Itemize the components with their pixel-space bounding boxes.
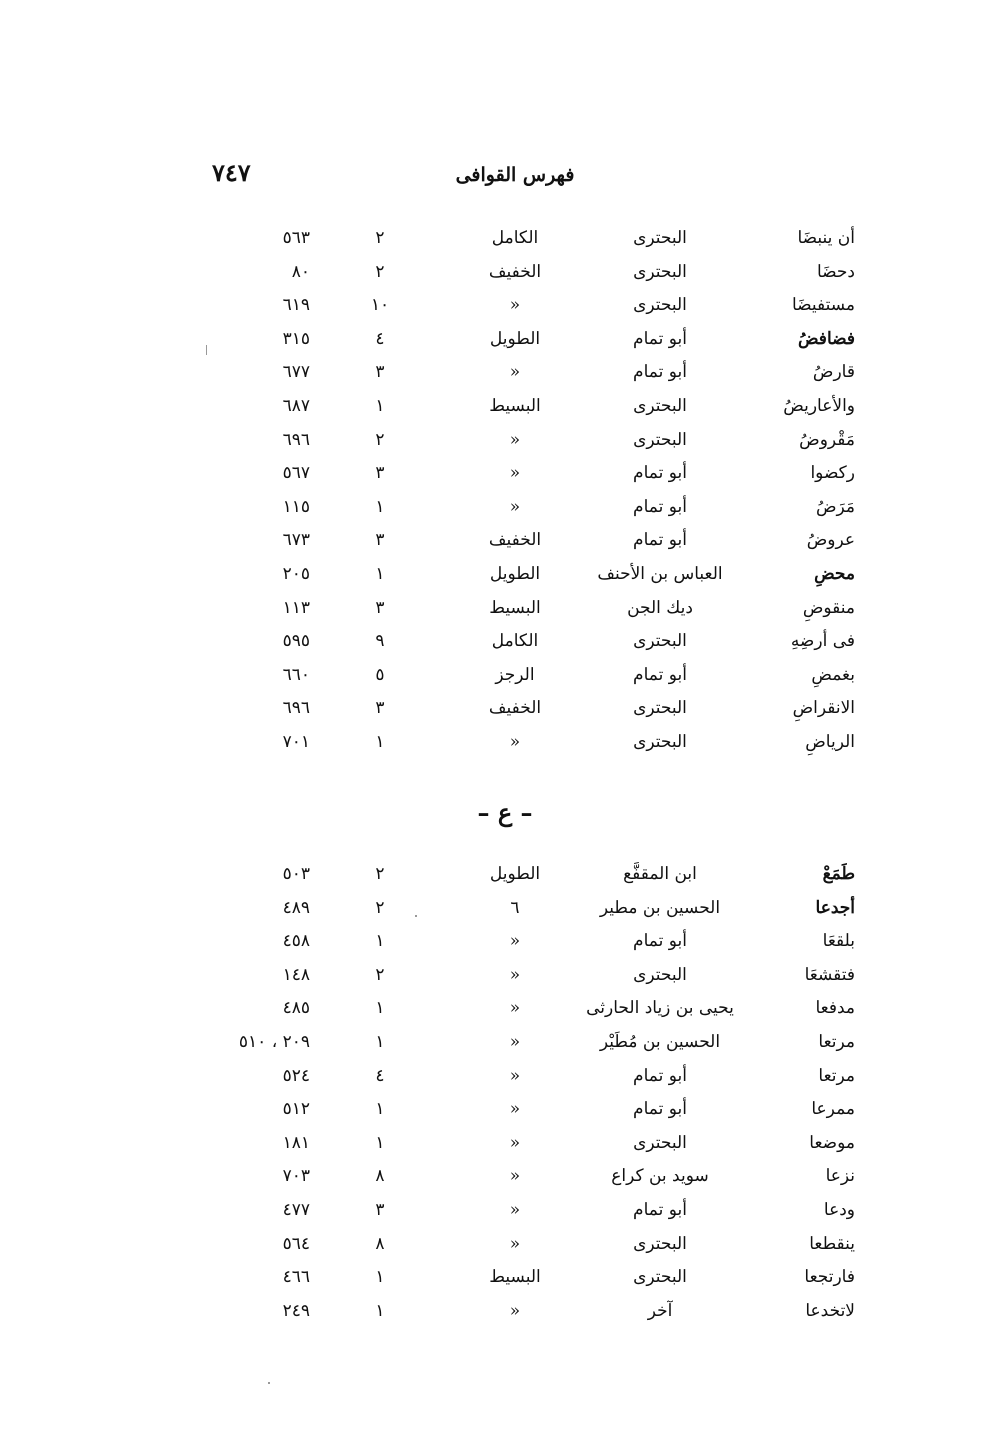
verse-count-cell: ٥ [375, 664, 385, 685]
rhyme-cell: دحضَا [816, 261, 855, 282]
verse-count-cell: ٣ [375, 698, 385, 719]
poet-cell: البحترى [633, 631, 687, 652]
meter-cell: » [509, 463, 521, 484]
page-ref-cell: ٥٦٧ [282, 463, 310, 484]
rhyme-cell: فارتجعا [804, 1267, 855, 1288]
poet-cell: البحترى [633, 396, 687, 416]
page-ref-cell: ٥٦٣ [282, 228, 310, 248]
page-ref-cell: ٦١٩ [282, 295, 310, 316]
rhyme-cell: محضِ [814, 564, 855, 584]
index-row [0, 458, 1005, 488]
page-ref-cell: ٦٧٣ [282, 530, 310, 551]
meter-cell: البسيط [489, 396, 541, 416]
page-ref-cell: ٦٧٧ [282, 362, 310, 383]
verse-count-cell: ٣ [375, 597, 385, 618]
verse-count-cell: ١ [375, 1099, 385, 1120]
page-ref-cell: ١٤٨ [282, 964, 310, 985]
meter-cell: الخفيف [488, 261, 542, 282]
index-row [0, 893, 1005, 923]
rhyme-cell: فتقشعَا [804, 964, 855, 985]
poet-cell: أبو تمام [633, 931, 687, 952]
page-ref-cell: ٣١٥ [282, 328, 310, 349]
verse-count-cell: ١ [375, 496, 385, 517]
page-ref-cell: ٢٠٩ ، ٥١٠ [238, 1032, 310, 1052]
verse-count-cell: ١٠ [370, 295, 390, 316]
poet-cell: أبو تمام [633, 530, 687, 551]
index-row [0, 1128, 1005, 1158]
page-ref-cell: ٢٠٥ [282, 564, 310, 584]
verse-count-cell: ٢ [375, 429, 385, 450]
rhyme-cell: والأعاريضُ [783, 396, 855, 416]
verse-count-cell: ٨ [375, 1166, 385, 1187]
poet-cell: أبو تمام [633, 463, 687, 484]
rhyme-cell: ممرعا [811, 1099, 855, 1120]
index-row [0, 1094, 1005, 1124]
meter-cell: » [509, 964, 521, 985]
page-ref-cell: ١١٥ [282, 496, 310, 517]
poet-cell: البحترى [633, 732, 687, 752]
poet-cell: البحترى [633, 261, 687, 282]
verse-count-cell: ١ [375, 1032, 385, 1052]
rhyme-cell: ركضوا [810, 463, 855, 484]
index-row [0, 324, 1005, 354]
page-ref-cell: ٤٥٨ [282, 931, 310, 952]
meter-cell: » [509, 362, 521, 383]
index-row [0, 626, 1005, 656]
meter-cell: » [509, 496, 521, 517]
index-row [0, 1296, 1005, 1326]
page-ref-cell: ٥٩٥ [282, 631, 310, 652]
index-row [0, 257, 1005, 287]
index-row [0, 1027, 1005, 1057]
meter-cell: » [509, 295, 521, 316]
meter-cell: » [509, 1099, 521, 1120]
meter-cell: » [509, 1166, 521, 1187]
verse-count-cell: ١ [375, 1132, 385, 1153]
index-row [0, 960, 1005, 990]
index-row [0, 1262, 1005, 1292]
poet-cell: الحسين بن مطير [599, 897, 721, 918]
page-ref-cell: ٦٩٦ [282, 429, 310, 450]
rhyme-cell: بغمضِ [811, 664, 855, 685]
verse-count-cell: ١ [375, 1267, 385, 1288]
verse-count-cell: ٨ [375, 1233, 385, 1254]
poet-cell: البحترى [633, 1267, 687, 1288]
rhyme-cell: عروضُ [806, 530, 855, 551]
verse-count-cell: ٢ [375, 864, 385, 884]
scan-mark [268, 1382, 270, 1384]
poet-cell: أبو تمام [633, 496, 687, 517]
page-ref-cell: ٥٢٤ [282, 1065, 310, 1086]
page-ref-cell: ٤٨٥ [282, 998, 310, 1019]
page-ref-cell: ٦٦٠ [282, 664, 310, 685]
page-ref-cell: ١٨١ [282, 1132, 310, 1153]
verse-count-cell: ٢ [375, 228, 385, 248]
page-ref-cell: ٥١٢ [282, 1099, 310, 1120]
poet-cell: البحترى [633, 228, 687, 248]
verse-count-cell: ٣ [375, 1200, 385, 1220]
index-row [0, 525, 1005, 555]
meter-cell: الكامل [491, 228, 539, 248]
index-row [0, 223, 1005, 253]
index-row [0, 727, 1005, 757]
meter-cell: ٦ [510, 897, 520, 918]
rhyme-cell: مستفيضَا [791, 295, 855, 316]
page-ref-cell: ١١٣ [282, 597, 310, 618]
rhyme-cell: مرتعا [818, 1032, 855, 1052]
page-ref-cell: ٧٠١ [282, 732, 310, 752]
verse-count-cell: ٣ [375, 362, 385, 383]
verse-count-cell: ١ [375, 396, 385, 416]
verse-count-cell: ٢ [375, 897, 385, 918]
rhyme-cell: مَرَضُ [815, 496, 855, 517]
index-row [0, 859, 1005, 889]
poet-cell: أبو تمام [633, 1200, 687, 1220]
rhyme-cell: مَقْروضُ [799, 429, 855, 450]
rhyme-cell: مدفعا [815, 998, 855, 1019]
poet-cell: أبو تمام [633, 362, 687, 383]
meter-cell: البسيط [489, 1267, 541, 1288]
verse-count-cell: ١ [375, 931, 385, 952]
meter-cell: » [509, 732, 521, 752]
index-row [0, 593, 1005, 623]
page-ref-cell: ٤٨٩ [282, 897, 310, 918]
index-row [0, 660, 1005, 690]
verse-count-cell: ١ [375, 998, 385, 1019]
poet-cell: أبو تمام [633, 1065, 687, 1086]
poet-cell: آخر [647, 1300, 673, 1321]
rhyme-cell: نزعا [825, 1166, 855, 1187]
scan-mark [206, 345, 207, 355]
page-ref-cell: ٧٠٣ [282, 1166, 310, 1187]
verse-count-cell: ٩ [375, 631, 385, 652]
rhyme-cell: بلقعَا [822, 931, 855, 952]
meter-cell: البسيط [489, 597, 541, 618]
page-ref-cell: ٦٨٧ [282, 396, 310, 416]
poet-cell: ابن المقفَّع [623, 864, 697, 884]
page-ref-cell: ٥٠٣ [282, 864, 310, 884]
meter-cell: » [509, 1032, 521, 1052]
verse-count-cell: ٢ [375, 261, 385, 282]
rhyme-cell: ينقطعا [809, 1233, 855, 1254]
poet-cell: البحترى [633, 1132, 687, 1153]
index-row [0, 492, 1005, 522]
index-row [0, 1061, 1005, 1091]
poet-cell: أبو تمام [633, 664, 687, 685]
meter-cell: » [509, 1132, 521, 1153]
meter-cell: » [509, 1233, 521, 1254]
page-ref-cell: ٦٩٦ [282, 698, 310, 719]
poet-cell: الحسين بن مُطَيْر [599, 1032, 721, 1052]
meter-cell: الطويل [489, 864, 541, 884]
rhyme-cell: لاتخدعا [805, 1300, 855, 1321]
index-row [0, 559, 1005, 589]
page-ref-cell: ٤٧٧ [282, 1200, 310, 1220]
index-row [0, 926, 1005, 956]
index-row [0, 693, 1005, 723]
meter-cell: » [509, 429, 521, 450]
poet-cell: أبو تمام [633, 1099, 687, 1120]
verse-count-cell: ٣ [375, 530, 385, 551]
poet-cell: البحترى [633, 429, 687, 450]
rhyme-cell: أن ينبضَا [797, 228, 855, 248]
poet-cell: ديك الجن [627, 597, 693, 618]
index-row [0, 1195, 1005, 1225]
page-number: ٧٤٧ [212, 158, 251, 187]
index-row [0, 993, 1005, 1023]
poet-cell: البحترى [633, 1233, 687, 1254]
rhyme-cell: فى أرضِهِ [790, 631, 855, 652]
poet-cell: البحترى [633, 698, 687, 719]
page-ref-cell: ٨٠ [291, 261, 310, 282]
meter-cell: » [509, 1300, 521, 1321]
page-title: فهرس القوافى [455, 164, 575, 186]
rhyme-cell: قارضُ [812, 362, 855, 383]
meter-cell: » [509, 998, 521, 1019]
section-heading-ain: – ع – [477, 798, 533, 827]
verse-count-cell: ٤ [375, 328, 385, 349]
page-ref-cell: ٤٦٦ [282, 1267, 310, 1288]
scan-mark [415, 915, 417, 917]
poet-cell: البحترى [633, 964, 687, 985]
meter-cell: الخفيف [488, 698, 542, 719]
verse-count-cell: ١ [375, 732, 385, 752]
meter-cell: » [509, 931, 521, 952]
meter-cell: الطويل [489, 564, 541, 584]
meter-cell: الخفيف [488, 530, 542, 551]
meter-cell: » [509, 1065, 521, 1086]
index-row [0, 1229, 1005, 1259]
rhyme-cell: فضافضُ [797, 328, 855, 349]
poet-cell: سويد بن كراع [611, 1166, 709, 1187]
index-row [0, 357, 1005, 387]
rhyme-cell: مرتعا [818, 1065, 855, 1086]
rhyme-cell: الرياضِ [805, 732, 855, 752]
rhyme-cell: ودعا [823, 1200, 855, 1220]
verse-count-cell: ١ [375, 1300, 385, 1321]
rhyme-cell: الانقراضِ [792, 698, 855, 719]
index-row [0, 1161, 1005, 1191]
rhyme-cell: موضعا [809, 1132, 855, 1153]
meter-cell: » [509, 1200, 521, 1220]
verse-count-cell: ٤ [375, 1065, 385, 1086]
meter-cell: الرجز [495, 664, 535, 685]
poet-cell: العباس بن الأحنف [597, 564, 723, 584]
poet-cell: البحترى [633, 295, 687, 316]
index-row [0, 290, 1005, 320]
meter-cell: الكامل [491, 631, 539, 652]
index-row [0, 425, 1005, 455]
index-row [0, 391, 1005, 421]
poet-cell: يحيى بن زياد الحارثى [586, 998, 734, 1019]
page-ref-cell: ٥٦٤ [282, 1233, 310, 1254]
rhyme-cell: طَمَعْ [822, 864, 855, 884]
page-ref-cell: ٢٤٩ [282, 1300, 310, 1321]
verse-count-cell: ٣ [375, 463, 385, 484]
rhyme-cell: أجدعا [815, 897, 855, 918]
verse-count-cell: ٢ [375, 964, 385, 985]
verse-count-cell: ١ [375, 564, 385, 584]
poet-cell: أبو تمام [633, 328, 687, 349]
rhyme-cell: منقوضِ [802, 597, 855, 618]
meter-cell: الطويل [489, 328, 541, 349]
